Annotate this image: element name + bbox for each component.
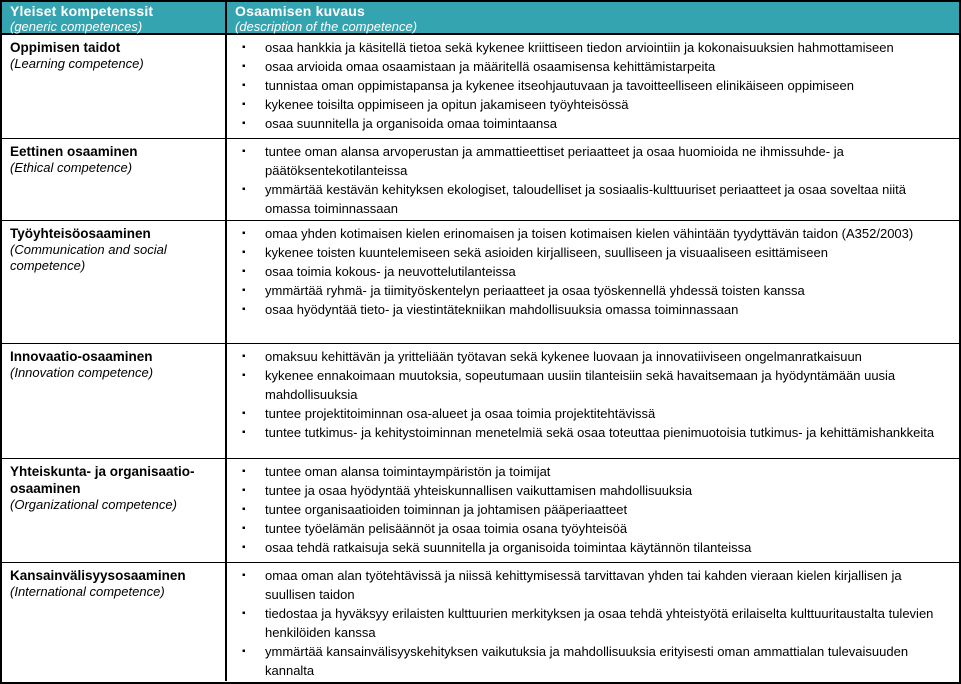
bullet-item bbox=[227, 566, 947, 604]
competence-subtitle: (Organizational competence) bbox=[10, 497, 177, 512]
table-header-row bbox=[2, 2, 959, 35]
bullet-item bbox=[227, 114, 947, 133]
competence-name-cell bbox=[2, 221, 227, 343]
bullet-icon: ▪ bbox=[242, 228, 246, 239]
bullet-item bbox=[227, 38, 947, 57]
table-row bbox=[2, 344, 959, 459]
competence-title: Eettinen osaaminen bbox=[10, 144, 138, 159]
bullet-item bbox=[227, 462, 947, 481]
competence-title: Kansainvälisyysosaaminen bbox=[10, 568, 186, 583]
bullet-icon: ▪ bbox=[242, 146, 246, 157]
bullet-icon: ▪ bbox=[242, 61, 246, 72]
bullet-item bbox=[227, 481, 947, 500]
bullet-item bbox=[227, 76, 947, 95]
bullet-text: tuntee työelämän pelisäännöt ja osaa toimia osana työyhteisöä bbox=[265, 521, 628, 536]
competence-name-cell bbox=[2, 459, 227, 562]
bullet-item bbox=[227, 366, 947, 404]
competence-name-cell bbox=[2, 139, 227, 220]
bullet-icon: ▪ bbox=[242, 247, 246, 258]
table-row bbox=[2, 221, 959, 344]
competence-title: Työyhteisöosaaminen bbox=[10, 226, 151, 241]
competence-description-cell bbox=[227, 221, 959, 343]
bullet-icon: ▪ bbox=[242, 266, 246, 277]
bullet-item bbox=[227, 281, 947, 300]
bullet-text: ymmärtää kansainvälisyyskehityksen vaikutuksia ja mahdollisuuksia erityisesti oman ammattialan tulevaisuuden kannalta bbox=[265, 644, 909, 678]
competence-description-cell bbox=[227, 139, 959, 220]
bullet-text: ymmärtää kestävän kehityksen ekologiset, taloudelliset ja sosiaalis-kulttuuriset periaatteet ja osaa soveltaa niitä omassa toiminnassaan bbox=[265, 182, 906, 216]
bullet-text: osaa hyödyntää tieto- ja viestintätekniikan mahdollisuuksia omassa toiminnassaan bbox=[265, 302, 739, 317]
bullet-list bbox=[227, 462, 947, 557]
bullet-text: tiedostaa ja hyväksyy erilaisten kulttuurien merkityksen ja osaa tehdä yhteistyötä erilaiselta kulttuuritaustalta tulevien henkilöiden kanssa bbox=[265, 606, 934, 640]
bullet-item bbox=[227, 262, 947, 281]
bullet-item bbox=[227, 57, 947, 76]
bullet-item bbox=[227, 642, 947, 680]
bullet-text: osaa suunnitella ja organisoida omaa toimintaansa bbox=[265, 116, 557, 131]
bullet-icon: ▪ bbox=[242, 485, 246, 496]
bullet-text: tuntee ja osaa hyödyntää yhteiskunnallisen vaikuttamisen mahdollisuuksia bbox=[265, 483, 693, 498]
header-cell-generic-competences bbox=[2, 2, 227, 33]
header-col2-subtitle: (description of the competence) bbox=[235, 19, 418, 34]
bullet-item bbox=[227, 142, 947, 180]
bullet-icon: ▪ bbox=[242, 427, 246, 438]
bullet-icon: ▪ bbox=[242, 504, 246, 515]
bullet-icon: ▪ bbox=[242, 408, 246, 419]
bullet-text: omaa yhden kotimaisen kielen erinomaisen ja toisen kotimaisen kielen vähintään tyydyttävän taidon (A352/2003) bbox=[265, 226, 914, 241]
bullet-text: osaa arvioida omaa osaamistaan ja määritellä osaamisensa kehittämistarpeita bbox=[265, 59, 716, 74]
table-row bbox=[2, 139, 959, 221]
bullet-text: tuntee oman alansa toimintaympäristön ja toimijat bbox=[265, 464, 551, 479]
competence-name-cell bbox=[2, 344, 227, 458]
bullet-text: ymmärtää ryhmä- ja tiimityöskentelyn periaatteet ja osaa työskennellä yhdessä toisten kanssa bbox=[265, 283, 805, 298]
bullet-icon: ▪ bbox=[242, 523, 246, 534]
bullet-text: osaa toimia kokous- ja neuvottelutilanteissa bbox=[265, 264, 516, 279]
bullet-list bbox=[227, 38, 947, 133]
bullet-icon: ▪ bbox=[242, 304, 246, 315]
bullet-icon: ▪ bbox=[242, 42, 246, 53]
competence-description-cell bbox=[227, 459, 959, 562]
bullet-item bbox=[227, 604, 947, 642]
competence-subtitle: (International competence) bbox=[10, 584, 165, 599]
bullet-text: tunnistaa oman oppimistapansa ja kykenee itseohjautuvaan ja tavoitteelliseen elinikäiseen oppimiseen bbox=[265, 78, 854, 93]
bullet-list bbox=[227, 224, 947, 319]
bullet-item bbox=[227, 300, 947, 319]
competence-name-cell bbox=[2, 35, 227, 138]
competence-subtitle: (Innovation competence) bbox=[10, 365, 154, 380]
bullet-icon: ▪ bbox=[242, 466, 246, 477]
bullet-icon: ▪ bbox=[242, 570, 246, 581]
bullet-icon: ▪ bbox=[242, 99, 246, 110]
bullet-text: osaa hankkia ja käsitellä tietoa sekä kykenee kriittiseen tiedon arviointiin ja kokonaisuuksien hahmottamiseen bbox=[265, 40, 894, 55]
header-col1-title: Yleiset kompetenssit bbox=[10, 3, 154, 19]
bullet-icon: ▪ bbox=[242, 542, 246, 553]
bullet-icon: ▪ bbox=[242, 80, 246, 91]
header-col1-subtitle: (generic competences) bbox=[10, 19, 143, 34]
header-cell-competence-description bbox=[227, 2, 959, 33]
bullet-item bbox=[227, 519, 947, 538]
bullet-text: tuntee oman alansa arvoperustan ja ammattieettiset periaatteet ja osaa huomioida ne ihmissuhde- ja päätöksentekotilanteissa bbox=[265, 144, 844, 178]
bullet-icon: ▪ bbox=[242, 646, 246, 657]
bullet-icon: ▪ bbox=[242, 118, 246, 129]
competence-description-cell bbox=[227, 35, 959, 138]
table-row bbox=[2, 35, 959, 139]
bullet-item bbox=[227, 423, 947, 442]
bullet-icon: ▪ bbox=[242, 285, 246, 296]
competence-subtitle: (Ethical competence) bbox=[10, 160, 133, 175]
bullet-icon: ▪ bbox=[242, 351, 246, 362]
header-col2-title: Osaamisen kuvaus bbox=[235, 3, 366, 19]
bullet-item bbox=[227, 180, 947, 218]
competence-subtitle: (Communication and social competence) bbox=[10, 242, 167, 273]
bullet-text: tuntee tutkimus- ja kehitystoiminnan menetelmiä sekä osaa toteuttaa pienimuotoisia tutkimus- ja kehittämishankkeita bbox=[265, 425, 935, 440]
bullet-text: kykenee toisilta oppimiseen ja opitun jakamiseen työyhteisössä bbox=[265, 97, 629, 112]
competence-title: Yhteiskunta- ja organisaatio-osaaminen bbox=[10, 464, 195, 496]
bullet-item bbox=[227, 500, 947, 519]
bullet-text: kykenee toisten kuuntelemiseen sekä asioiden kirjalliseen, suulliseen ja visuaaliseen esittämiseen bbox=[265, 245, 828, 260]
bullet-text: kykenee ennakoimaan muutoksia, sopeutumaan uusiin tilanteisiin sekä havaitsemaan ja hyödyntämään uusia mahdollisuuksia bbox=[265, 368, 896, 402]
bullet-item bbox=[227, 347, 947, 366]
bullet-list bbox=[227, 142, 947, 218]
bullet-icon: ▪ bbox=[242, 608, 246, 619]
bullet-item bbox=[227, 538, 947, 557]
competence-title: Oppimisen taidot bbox=[10, 40, 121, 55]
bullet-text: omaa oman alan työtehtävissä ja niissä kehittymisessä tarvittavan yhden tai kahden vieraan kielen kirjallisen ja suullisen taidon bbox=[265, 568, 902, 602]
table-row bbox=[2, 563, 959, 681]
competence-description-cell bbox=[227, 344, 959, 458]
competence-title: Innovaatio-osaaminen bbox=[10, 349, 153, 364]
bullet-text: tuntee organisaatioiden toiminnan ja johtamisen pääperiaatteet bbox=[265, 502, 628, 517]
bullet-text: omaksuu kehittävän ja yritteliään työtavan sekä kykenee luovaan ja innovatiiviseen ongelmanratkaisuun bbox=[265, 349, 862, 364]
bullet-list bbox=[227, 347, 947, 442]
bullet-list bbox=[227, 566, 947, 680]
competence-table-body bbox=[2, 35, 959, 681]
bullet-item bbox=[227, 243, 947, 262]
competence-description-cell bbox=[227, 563, 959, 681]
bullet-text: tuntee projektitoiminnan osa-alueet ja osaa toimia projektitehtävissä bbox=[265, 406, 656, 421]
table-row bbox=[2, 459, 959, 563]
bullet-item bbox=[227, 404, 947, 423]
bullet-icon: ▪ bbox=[242, 184, 246, 195]
bullet-item bbox=[227, 95, 947, 114]
bullet-item bbox=[227, 224, 947, 243]
bullet-text: osaa tehdä ratkaisuja sekä suunnitella ja organisoida toimintaa käytännön tilanteissa bbox=[265, 540, 752, 555]
competence-subtitle: (Learning competence) bbox=[10, 56, 144, 71]
competence-name-cell bbox=[2, 563, 227, 681]
bullet-icon: ▪ bbox=[242, 370, 246, 381]
